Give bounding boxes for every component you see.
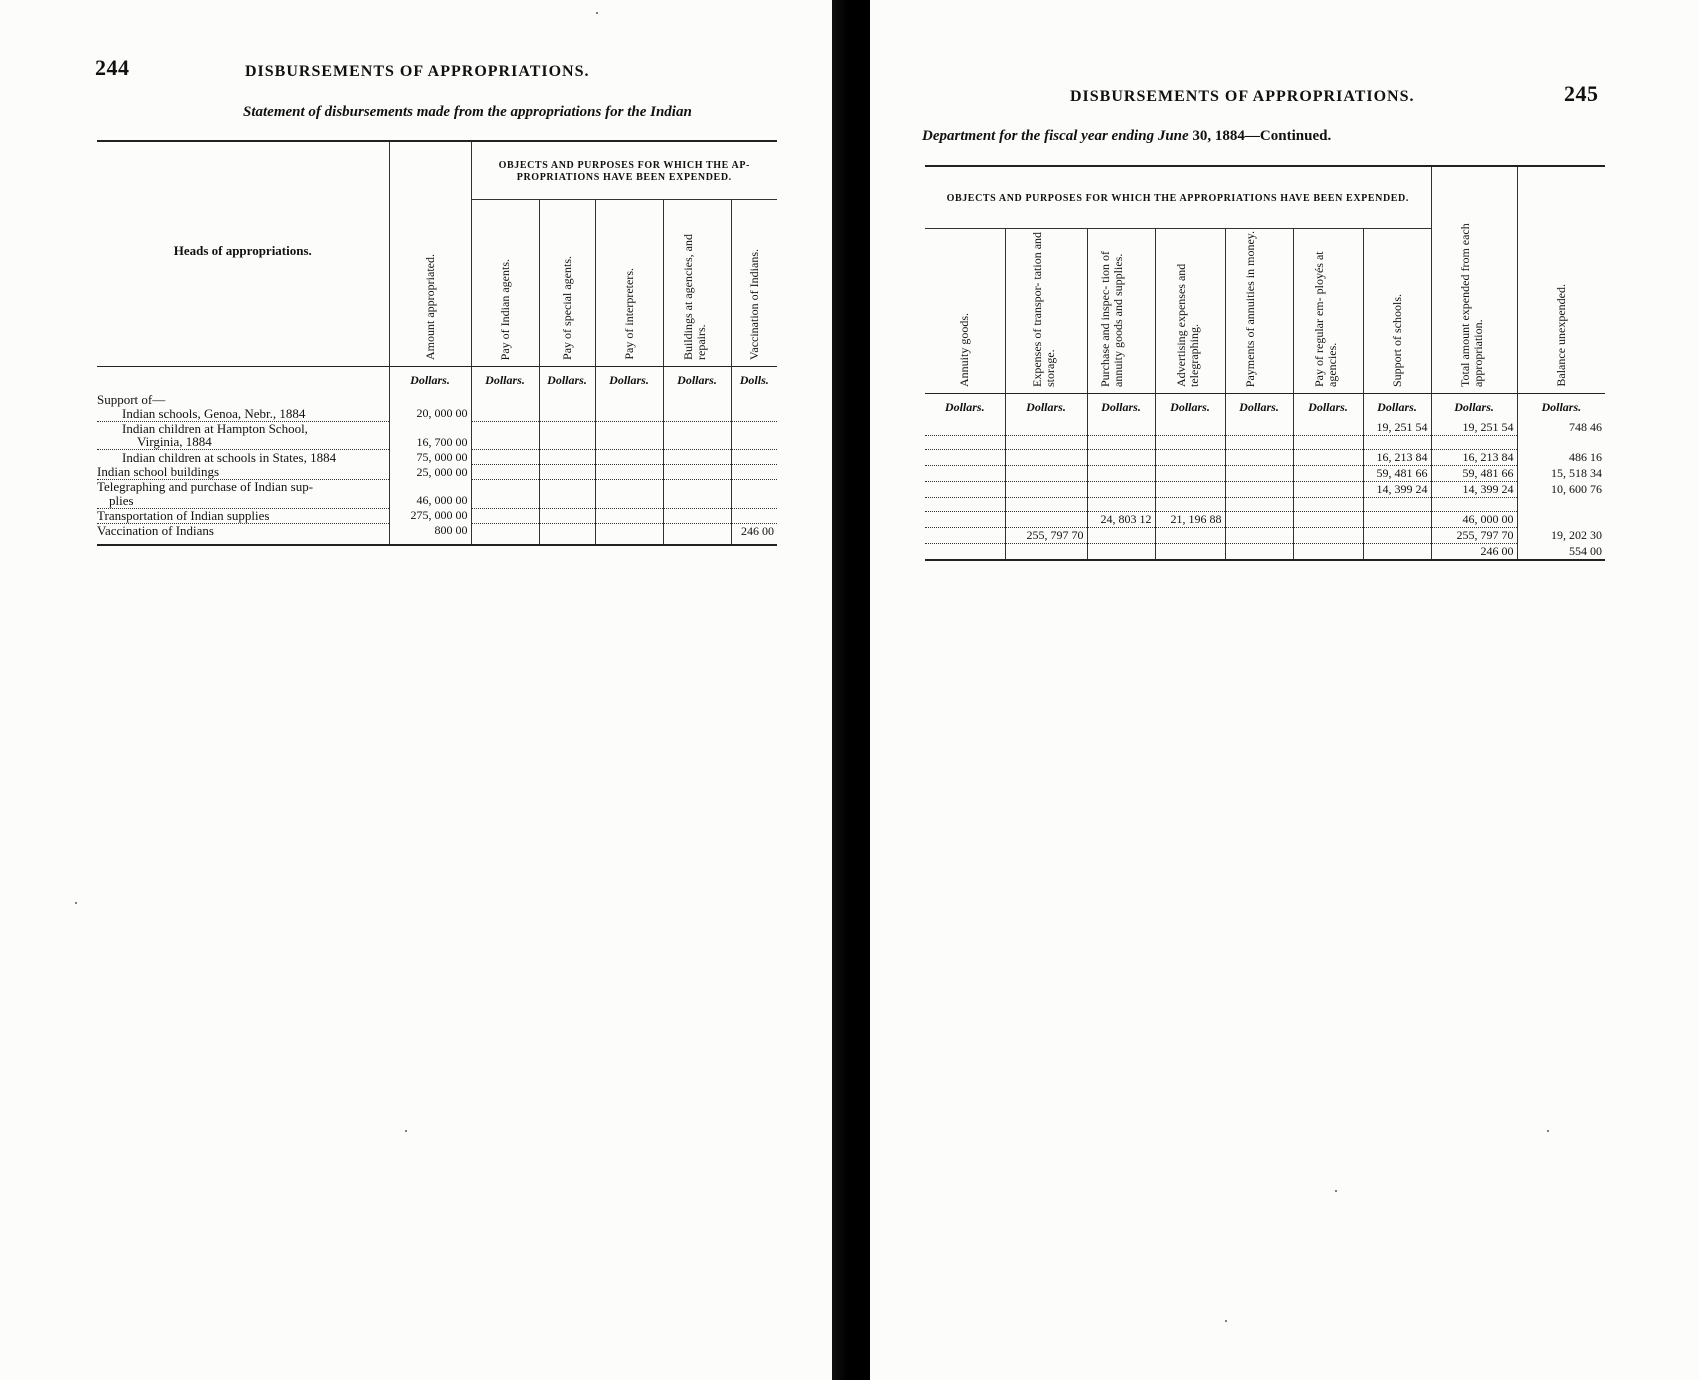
row-label: Indian school buildings	[97, 465, 389, 480]
data-cell	[1363, 528, 1431, 544]
data-cell: 16, 213 84	[1363, 450, 1431, 466]
unit-label: Dollars.	[595, 367, 663, 394]
data-cell	[1363, 436, 1431, 450]
data-cell	[1155, 528, 1225, 544]
data-cell	[1517, 436, 1605, 450]
data-cell	[1293, 528, 1363, 544]
objects-purposes-group-header: OBJECTS AND PURPOSES FOR WHICH THE AP- PROPRIATIONS HAVE BEEN EXPENDED.	[471, 141, 777, 200]
data-cell	[1225, 436, 1293, 450]
data-cell	[1005, 482, 1087, 498]
data-cell	[1005, 512, 1087, 528]
col-pay-special-agents: Pay of special agents.	[539, 200, 595, 367]
table-row	[97, 406, 777, 421]
data-cell	[1087, 498, 1155, 512]
table-row	[925, 420, 1605, 436]
units-row	[925, 394, 1605, 421]
data-cell	[1293, 498, 1363, 512]
data-cell	[1225, 466, 1293, 482]
data-cell	[925, 544, 1005, 561]
disbursements-table-left	[97, 140, 777, 546]
col-pay-indian-agents: Pay of Indian agents.	[471, 200, 539, 367]
data-cell	[1155, 498, 1225, 512]
data-cell	[1087, 466, 1155, 482]
col-purchase-inspection: Purchase and inspec- tion of annuity goods and supplies.	[1087, 229, 1155, 394]
data-cell	[1293, 466, 1363, 482]
table-row	[97, 523, 777, 545]
running-head-left: DISBURSEMENTS OF APPROPRIATIONS.	[245, 63, 590, 80]
paper-speck	[1225, 1320, 1227, 1322]
col-payments-annuities: Payments of annuities in money.	[1225, 229, 1293, 394]
table-row	[925, 436, 1605, 450]
book-gutter	[832, 0, 870, 1380]
data-cell	[1155, 466, 1225, 482]
data-cell	[1293, 450, 1363, 466]
heads-of-appropriations-header: Heads of appropriations.	[97, 141, 389, 367]
row-label: Indian children at Hampton School,	[122, 420, 308, 436]
col-buildings-repairs: Buildings at agencies, and repairs.	[663, 200, 731, 367]
data-cell	[925, 498, 1005, 512]
col-transportation-storage: Expenses of transpor- tation and storage.	[1005, 229, 1087, 394]
data-cell: 19, 251 54	[1431, 420, 1517, 436]
data-cell	[1517, 512, 1605, 528]
data-cell	[1431, 436, 1517, 450]
table-row	[925, 450, 1605, 466]
data-cell: 16, 213 84	[1431, 450, 1517, 466]
row-label: Telegraphing and purchase of Indian sup-	[97, 479, 314, 494]
data-cell: 554 00	[1517, 544, 1605, 561]
data-cell	[1225, 512, 1293, 528]
data-cell	[1005, 420, 1087, 436]
unit-label: Dollars.	[389, 367, 471, 394]
row-label: Indian children at schools in States, 1884	[122, 449, 337, 465]
data-cell	[925, 466, 1005, 482]
data-cell	[1155, 436, 1225, 450]
table-row	[97, 421, 777, 435]
unit-label: Dollars.	[944, 399, 985, 414]
table-row	[925, 528, 1605, 544]
amount-cell: 25, 000 00	[389, 465, 471, 480]
data-cell	[1005, 436, 1087, 450]
data-cell	[925, 528, 1005, 544]
unit-label: Dollars.	[1087, 394, 1155, 421]
data-cell: 14, 399 24	[1431, 482, 1517, 498]
units-row	[97, 367, 777, 394]
data-cell	[1087, 420, 1155, 436]
data-cell: 748 46	[1517, 420, 1605, 436]
unit-label: Dollars.	[1293, 394, 1363, 421]
left-page	[0, 0, 832, 1380]
objects-purposes-group-header-right: OBJECTS AND PURPOSES FOR WHICH THE APPROPRIATIONS HAVE BEEN EXPENDED.	[925, 166, 1431, 229]
data-cell: 21, 196 88	[1155, 512, 1225, 528]
data-cell	[1363, 512, 1431, 528]
page-number-right: 245	[1564, 81, 1599, 106]
data-cell: 46, 000 00	[1431, 512, 1517, 528]
data-cell	[1225, 498, 1293, 512]
caption-part: 30, 1884—Continued.	[1192, 128, 1332, 144]
data-cell: 486 16	[1517, 450, 1605, 466]
amount-appropriated-header: Amount appropriated.	[389, 141, 471, 367]
table-row	[97, 450, 777, 465]
data-cell	[1225, 544, 1293, 561]
table-row	[97, 393, 777, 406]
unit-label: Dollars.	[471, 367, 539, 394]
data-cell	[1225, 482, 1293, 498]
paper-speck	[1547, 1130, 1549, 1132]
amount-cell: 46, 000 00	[389, 493, 471, 508]
data-cell	[1155, 482, 1225, 498]
page-number-left: 244	[95, 55, 130, 80]
table-row	[925, 498, 1605, 512]
running-head-right: DISBURSEMENTS OF APPROPRIATIONS.	[1070, 88, 1415, 105]
paper-speck	[596, 12, 598, 14]
caption-part: Department for the fiscal year ending	[922, 128, 1155, 144]
unit-label: Dollars.	[1363, 394, 1431, 421]
data-cell	[1431, 498, 1517, 512]
data-cell	[1087, 450, 1155, 466]
table-row	[97, 493, 777, 508]
data-cell	[1517, 498, 1605, 512]
data-cell	[1155, 420, 1225, 436]
data-cell: 19, 202 30	[1517, 528, 1605, 544]
row-label: Indian schools, Genoa, Nebr., 1884	[97, 406, 389, 421]
table-row	[97, 435, 777, 450]
col-support-of-schools: Support of schools.	[1363, 229, 1431, 394]
data-cell	[1005, 466, 1087, 482]
paper-speck	[75, 902, 77, 904]
data-cell	[1293, 436, 1363, 450]
col-annuity-goods: Annuity goods.	[925, 229, 1005, 394]
table-caption-left: Statement of disbursements made from the appropriations for the Indian	[243, 104, 692, 120]
unit-label: Dollars.	[1517, 394, 1605, 421]
data-cell: 10, 600 76	[1517, 482, 1605, 498]
data-cell	[1225, 450, 1293, 466]
amount-cell: 75, 000 00	[389, 450, 471, 465]
data-cell	[925, 512, 1005, 528]
table-row	[925, 544, 1605, 561]
amount-cell: 275, 000 00	[389, 508, 471, 523]
data-cell	[925, 436, 1005, 450]
data-cell	[925, 482, 1005, 498]
col-pay-regular-employes: Pay of regular em- ployés at agencies.	[1293, 229, 1363, 394]
amount-cell: 800 00	[389, 523, 471, 545]
data-cell	[1087, 528, 1155, 544]
data-cell	[1363, 498, 1431, 512]
data-cell	[1363, 544, 1431, 561]
data-cell	[1087, 544, 1155, 561]
data-cell	[925, 450, 1005, 466]
unit-label: Dollars.	[663, 367, 731, 394]
row-label: Vaccination of Indians	[97, 523, 389, 545]
paper-speck	[405, 1130, 407, 1132]
data-cell	[1087, 436, 1155, 450]
amount-cell: 20, 000 00	[389, 406, 471, 421]
unit-label: Dollars.	[1155, 394, 1225, 421]
row-label: Support of—	[97, 392, 166, 407]
data-cell: 255, 797 70	[1005, 528, 1087, 544]
data-cell: 14, 399 24	[1363, 482, 1431, 498]
data-cell: 15, 518 34	[1517, 466, 1605, 482]
unit-label: Dollars.	[1431, 394, 1517, 421]
data-cell: 246 00	[1431, 544, 1517, 561]
table-row	[97, 465, 777, 480]
unit-label: Dolls.	[731, 367, 777, 394]
data-cell	[1005, 450, 1087, 466]
data-cell: 59, 481 66	[1363, 466, 1431, 482]
table-row	[97, 508, 777, 523]
data-cell	[1225, 420, 1293, 436]
data-cell: 19, 251 54	[1363, 420, 1431, 436]
table-row	[925, 482, 1605, 498]
table-caption-right	[922, 128, 1331, 145]
data-cell	[1293, 420, 1363, 436]
row-label: plies	[97, 493, 389, 508]
disbursements-table-right	[925, 165, 1605, 561]
data-cell	[1293, 482, 1363, 498]
data-cell	[1225, 528, 1293, 544]
col-vaccination: Vaccination of Indians.	[731, 200, 777, 367]
vaccination-cell: 246 00	[731, 523, 777, 545]
row-label: Virginia, 1884	[97, 435, 389, 450]
unit-label: Dollars.	[1005, 394, 1087, 421]
col-advertising-telegraphing: Advertising expenses and telegraphing.	[1155, 229, 1225, 394]
data-cell: 59, 481 66	[1431, 466, 1517, 482]
data-cell	[1155, 450, 1225, 466]
paper-speck	[1335, 1190, 1337, 1192]
col-balance-unexpended: Balance unexpended.	[1517, 166, 1605, 394]
data-cell	[1293, 512, 1363, 528]
data-cell	[1005, 544, 1087, 561]
data-cell	[1293, 544, 1363, 561]
col-pay-interpreters: Pay of interpreters.	[595, 200, 663, 367]
unit-label: Dollars.	[1225, 394, 1293, 421]
data-cell	[1005, 498, 1087, 512]
data-cell: 24, 803 12	[1087, 512, 1155, 528]
data-cell	[1087, 482, 1155, 498]
caption-part: June	[1157, 128, 1189, 144]
data-cell	[1155, 544, 1225, 561]
data-cell	[925, 420, 1005, 436]
amount-cell: 16, 700 00	[389, 435, 471, 450]
unit-label: Dollars.	[539, 367, 595, 394]
row-label: Transportation of Indian supplies	[97, 508, 389, 523]
col-total-expended: Total amount expended from each appropriation.	[1431, 166, 1517, 394]
table-row	[97, 480, 777, 494]
table-row	[925, 512, 1605, 528]
data-cell: 255, 797 70	[1431, 528, 1517, 544]
table-row	[925, 466, 1605, 482]
